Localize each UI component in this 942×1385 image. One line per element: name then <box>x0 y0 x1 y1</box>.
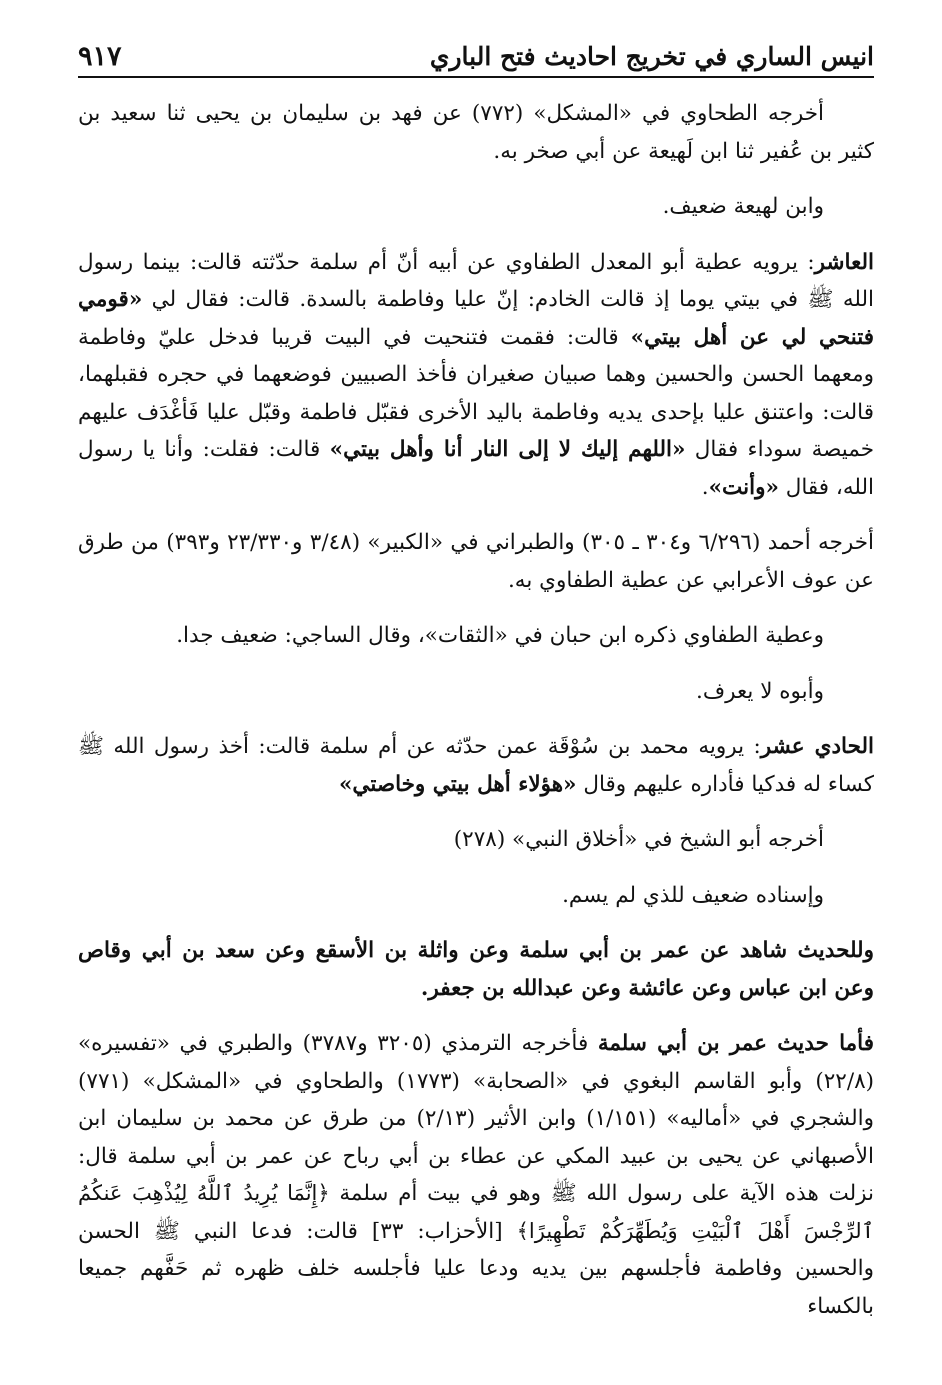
page-number: ٩١٧ <box>78 41 122 72</box>
text-segment: . <box>701 474 709 500</box>
page-body <box>78 95 874 1343</box>
paragraph-grading-2: وعطية الطفاوي ذكره ابن حبان في «الثقات»، وقال الساجي: ضعيف جدا. <box>176 623 824 648</box>
paragraph-grading-3: وأبوه لا يعرف. <box>696 678 824 704</box>
paragraph-takhrij-3: أخرجه أبو الشيخ في «أخلاق النبي» (٢٧٨) <box>453 827 824 852</box>
paragraph-umar-hadith <box>78 1025 874 1325</box>
text-segment: : يرويه عطية أبو المعدل الطفاوي عن أبيه أنّ أم سلمة حدّثته قالت: بينما رسول الله ﷺ في بيتي يوما إذ قالت الخادم: إنّ عليا وفاطمة بالسدة. قالت: فقال لي <box>78 249 874 312</box>
hadith-quote: «وأنت» <box>708 474 779 500</box>
text-segment: قالت: فقمت فتنحيت في البيت قريبا فدخل عليّ وفاطمة ومعهما الحسن والحسين وهما صبيان صغيران فأخذ الصبيين فوضعهما في حجره فقبلهما، قالت: واعتنق عليا بإحدى يديه وفاطمة باليد الأخرى فقبّل فاطمة وقبّل عليا فَأغْدَف عليهم خميصة سوداء فقال <box>78 324 874 462</box>
text-segment: قالت: فقلت: وأنا يا رسول الله، فقال <box>78 437 874 500</box>
section-lead-eleventh: الحادي عشر <box>760 734 874 759</box>
paragraph-takhrij-2: أخرجه أحمد (٦/٢٩٦ و٣٠٤ ـ ٣٠٥) والطبراني في «الكبير» (٣/٤٨ و٢٣/٣٣٠ و٣٩٣) من طرق عن عوف الأعرابي عن عطية الطفاوي به. <box>78 530 875 593</box>
text-segment: : يرويه محمد بن سُوْقَة عمن حدّثه عن أم سلمة قالت: أخذ رسول الله ﷺ كساء له فدكيا فأداره عليهم وقال <box>78 734 874 797</box>
paragraph-takhrij-1: أخرجه الطحاوي في «المشكل» (٧٧٢) عن فهد بن سليمان بن يحيى ثنا سعيد بن كثير بن عُفير ثنا ابن لَهيعة عن أبي صخر به. <box>78 101 874 164</box>
paragraph-grading-4: وإسناده ضعيف للذي لم يسم. <box>562 882 824 908</box>
page-header <box>78 30 874 78</box>
text-segment: فأخرجه الترمذي (٣٢٠٥ و٣٧٨٧) والطبري في «تفسيره» (٢٢/٨) وأبو القاسم البغوي في «الصحابة» (١٧٧٣) والطحاوي في «المشكل» (٧٧١) والشجري في «أماليه» (١/١٥١) وابن الأثير (٢/١٣) من طرق عن محمد بن سليمان ابن الأصبهاني عن يحيى بن عبيد المكي عن عطاء بن أبي رباح عن عمر بن أبي سلمة قال: نزلت هذه الآية على رسول الله ﷺ وهو في بيت أم سلمة <box>78 1031 875 1206</box>
section-lead-tenth: العاشر <box>814 249 874 275</box>
paragraph-grading-1: وابن لهيعة ضعيف. <box>662 194 824 219</box>
hadith-quote: «هؤلاء أهل بيتي وخاصتي» <box>338 771 577 797</box>
paragraph-eleventh-narration <box>78 728 874 803</box>
quran-verse: ﴿إِنَّمَا يُرِيدُ ٱللَّهُ لِيُذْهِبَ عَنكُمُ ٱلرِّجْسَ أَهْلَ ٱلْبَيْتِ وَيُطَهِّرَكُمْ تَطْهِيرًا﴾ <box>78 1181 875 1243</box>
hadith-quote: «قومي فتنحي لي عن أهل بيتي» <box>78 287 874 350</box>
hadith-quote: «اللهم إليك لا إلى النار أنا وأهل بيتي» <box>329 437 686 462</box>
section-lead-umar: فأما حديث عمر بن أبي سلمة <box>597 1031 874 1056</box>
paragraph-tenth-narration <box>78 244 874 507</box>
text-segment: [الأحزاب: ٣٣] قالت: فدعا النبي ﷺ الحسن والحسين وفاطمة فأجلسهم بين يديه ودعا عليا فأجلسه خلف ظهره ثم حَفَّهم جميعا بالكساء <box>78 1218 874 1319</box>
running-title: انيس الساري في تخريج احاديث فتح الباري <box>429 42 874 71</box>
paragraph-shawahid: وللحديث شاهد عن عمر بن أبي سلمة وعن واثلة بن الأسقع وعن سعد بن أبي وقاص وعن ابن عباس وعن عائشة وعن عبدالله بن جعفر. <box>78 938 874 1001</box>
